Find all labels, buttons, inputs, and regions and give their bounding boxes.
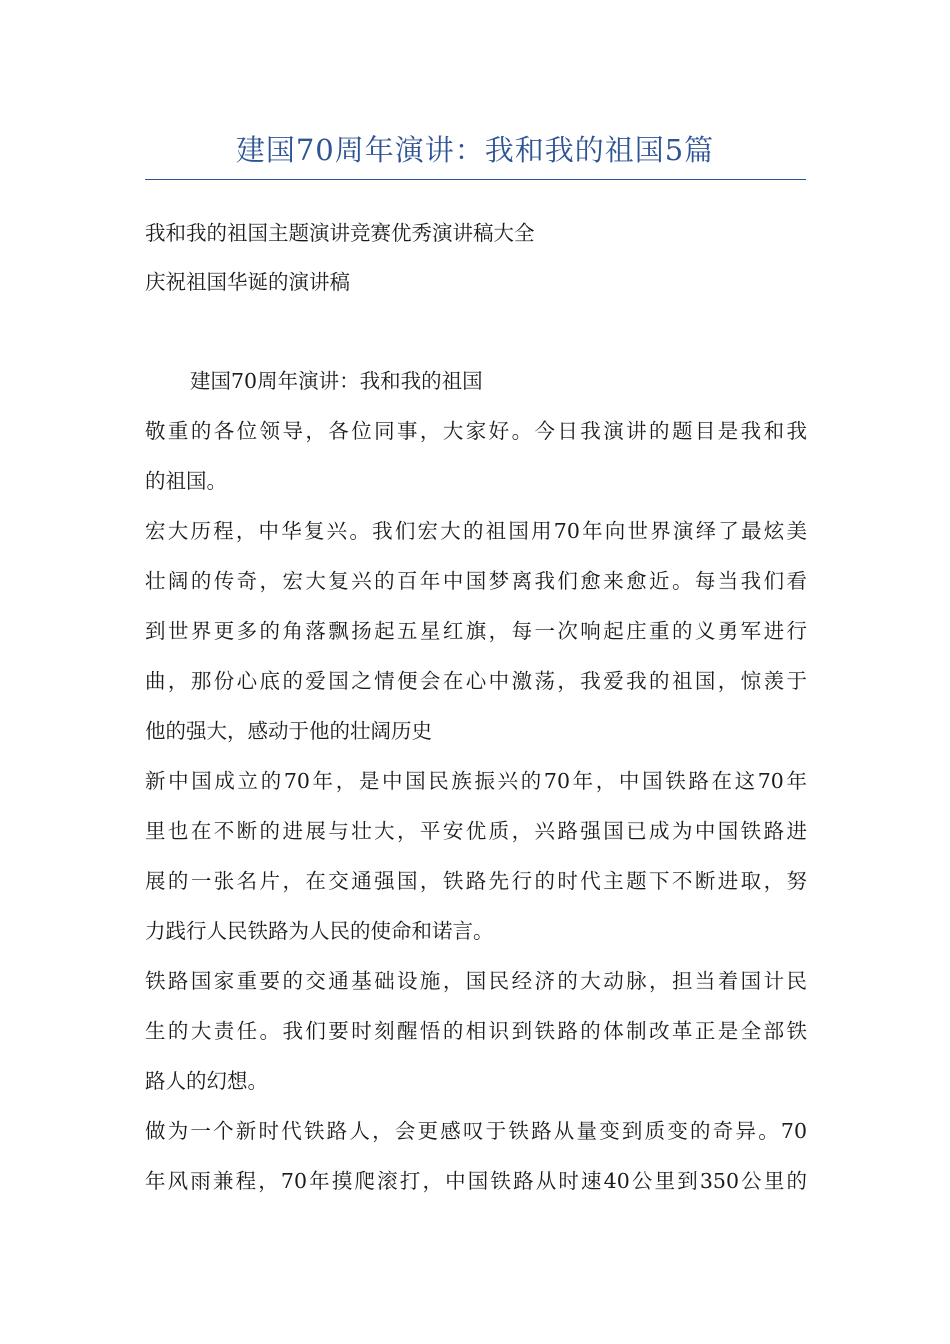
body-line: 新中国成立的70年，是中国民族振兴的70年，中国铁路在这70年 — [145, 769, 807, 793]
related-link-1[interactable]: 我和我的祖国主题演讲竞赛优秀演讲稿大全 — [145, 221, 535, 245]
body-line: 做为一个新时代铁路人，会更感叹于铁路从量变到质变的奇异。70 — [145, 1119, 807, 1143]
body-line: 生的大责任。我们要时刻醒悟的相识到铁路的体制改革正是全部铁 — [145, 1019, 807, 1043]
body-line: 力践行人民铁路为人民的使命和诺言。 — [145, 919, 494, 943]
document-title: 建国70周年演讲：我和我的祖国5篇 — [235, 133, 715, 167]
body-line: 壮阔的传奇，宏大复兴的百年中国梦离我们愈来愈近。每当我们看 — [145, 569, 807, 593]
body-line: 路人的幻想。 — [145, 1069, 268, 1093]
related-link-2[interactable]: 庆祝祖国华诞的演讲稿 — [145, 270, 350, 294]
body-line: 的祖国。 — [145, 469, 227, 493]
body-line: 展的一张名片，在交通强国，铁路先行的时代主题下不断进取，努 — [145, 869, 807, 893]
body-line: 他的强大，感动于他的壮阔历史 — [145, 719, 432, 743]
body-line: 到世界更多的角落飘扬起五星红旗，每一次响起庄重的义勇军进行 — [145, 619, 807, 643]
body-line: 铁路国家重要的交通基础设施，国民经济的大动脉，担当着国计民 — [145, 969, 807, 993]
body-line: 曲，那份心底的爱国之情便会在心中激荡，我爱我的祖国，惊羡于 — [145, 669, 807, 693]
body-line: 敬重的各位领导，各位同事，大家好。今日我演讲的题目是我和我 — [145, 419, 807, 443]
body-line: 年风雨兼程，70年摸爬滚打，中国铁路从时速40公里到350公里的 — [145, 1169, 807, 1193]
body-line: 宏大历程，中华复兴。我们宏大的祖国用70年向世界演绎了最炫美 — [145, 519, 807, 543]
section-heading: 建国70周年演讲：我和我的祖国 — [190, 369, 483, 393]
body-line: 里也在不断的进展与壮大，平安优质，兴路强国已成为中国铁路进 — [145, 819, 807, 843]
title-underline — [145, 179, 806, 180]
